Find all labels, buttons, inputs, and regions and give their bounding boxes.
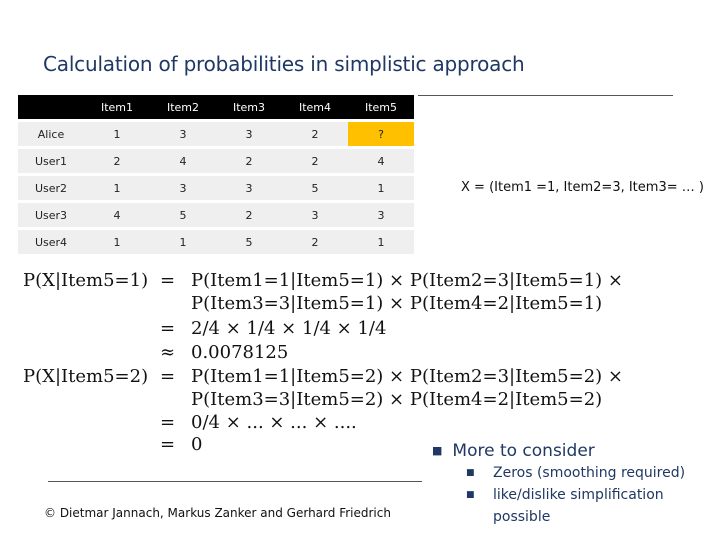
eq-lhs: P(X|Item5=1) xyxy=(23,270,149,291)
table-row xyxy=(18,122,414,146)
eq-lhs: P(X|Item5=2) xyxy=(23,366,149,387)
table-cell: 3 xyxy=(150,176,216,200)
unknown-rating-cell: ? xyxy=(348,122,414,146)
header-item2: Item2 xyxy=(150,95,216,119)
row-label: Alice xyxy=(18,122,84,146)
ratings-table xyxy=(18,92,414,257)
header-item4: Item4 xyxy=(282,95,348,119)
table-cell: 2 xyxy=(282,230,348,254)
more-heading: More to consider xyxy=(452,441,595,461)
table-cell: 1 xyxy=(84,230,150,254)
eq-rhs: 0/4 × ... × ... × .... xyxy=(191,412,357,433)
table-cell: 3 xyxy=(282,203,348,227)
eq-op: = xyxy=(160,366,176,387)
table-row xyxy=(18,230,414,254)
table-cell: 2 xyxy=(216,149,282,173)
table-cell: 5 xyxy=(282,176,348,200)
eq-rhs: 2/4 × 1/4 × 1/4 × 1/4 xyxy=(191,318,387,339)
table-cell: 1 xyxy=(84,176,150,200)
table-row xyxy=(18,176,414,200)
table-header-row xyxy=(18,95,414,119)
eq-op: = xyxy=(160,412,176,433)
table-cell: 3 xyxy=(150,122,216,146)
table-cell: 1 xyxy=(348,176,414,200)
table-cell: 4 xyxy=(348,149,414,173)
eq-rhs: P(Item1=1|Item5=1) × P(Item2=3|Item5=1) × xyxy=(191,270,623,291)
table-cell: 4 xyxy=(150,149,216,173)
row-label: User4 xyxy=(18,230,84,254)
table-row xyxy=(18,203,414,227)
header-item1: Item1 xyxy=(84,95,150,119)
table-cell: 5 xyxy=(150,203,216,227)
list-item xyxy=(466,462,703,484)
row-label: User1 xyxy=(18,149,84,173)
table-cell: 1 xyxy=(84,122,150,146)
table-cell: 4 xyxy=(84,203,150,227)
table-cell: 1 xyxy=(348,230,414,254)
x-definition: X = (Item1 =1, Item2=3, Item3= … ) xyxy=(461,180,704,195)
eq-op: ≈ xyxy=(160,342,176,363)
table-row xyxy=(18,149,414,173)
table-cell: 5 xyxy=(216,230,282,254)
table-cell: 2 xyxy=(84,149,150,173)
header-corner xyxy=(18,95,84,119)
table-cell: 3 xyxy=(348,203,414,227)
eq-op: = xyxy=(160,434,176,455)
list-item-text: Zeros (smoothing required) xyxy=(493,465,686,481)
footer-divider xyxy=(48,481,422,482)
eq-op: = xyxy=(160,318,176,339)
eq-op: = xyxy=(160,270,176,291)
table-cell: 3 xyxy=(216,176,282,200)
square-bullet-icon: ■ xyxy=(466,490,475,500)
list-item-text: like/dislike simplification possible xyxy=(493,487,664,525)
table-cell: 2 xyxy=(282,122,348,146)
square-bullet-icon: ■ xyxy=(466,468,475,478)
eq-rhs: P(Item3=3|Item5=1) × P(Item4=2|Item5=1) xyxy=(191,293,603,314)
copyright-footer: © Dietmar Jannach, Markus Zanker and Gerhard Friedrich xyxy=(44,506,391,520)
table-cell: 2 xyxy=(282,149,348,173)
list-item xyxy=(466,484,703,528)
row-label: User2 xyxy=(18,176,84,200)
table-cell: 1 xyxy=(150,230,216,254)
title-divider xyxy=(418,95,673,96)
eq-rhs: P(Item1=1|Item5=2) × P(Item2=3|Item5=2) × xyxy=(191,366,623,387)
table-cell: 2 xyxy=(216,203,282,227)
header-item3: Item3 xyxy=(216,95,282,119)
eq-rhs: 0.0078125 xyxy=(191,342,289,363)
row-label: User3 xyxy=(18,203,84,227)
slide-title: Calculation of probabilities in simplistic approach xyxy=(43,52,525,76)
more-to-consider xyxy=(432,441,595,461)
eq-rhs: P(Item3=3|Item5=2) × P(Item4=2|Item5=2) xyxy=(191,389,603,410)
header-item5: Item5 xyxy=(348,95,414,119)
table-cell: 3 xyxy=(216,122,282,146)
eq-rhs: 0 xyxy=(191,434,203,455)
square-bullet-icon: ■ xyxy=(432,444,443,457)
